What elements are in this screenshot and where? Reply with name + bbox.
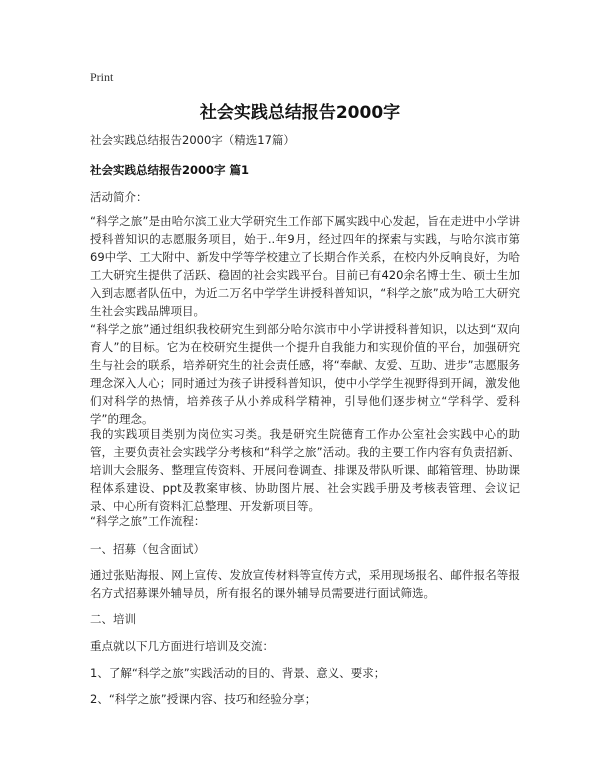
- paragraph-2: “科学之旅”通过组织我校研究生到部分哈尔滨市中小学讲授科普知识，以达到“双向育人”的目标。它为在校研究生提供一个提升自我能力和实现价值的平台，加强研究生与社会的联系，培养研究生的社会责任感，将“奉献、友爱、互助、进步”志愿服务理念深入人心；同时通过为孩子讲授科普知识，使中小学学生视野得到开阔，激发他们对科学的热情，培养孩子从小养成科学精神，引导他们逐步树立“学科学、爱科学”的理念。: [90, 322, 520, 426]
- step2-intro: 重点就以下几方面进行培训及交流：: [90, 639, 274, 653]
- step1-heading: 一、招募（包含面试）: [90, 542, 205, 556]
- paragraph-3: 我的实践项目类别为岗位实习类。我是研究生院德育工作办公室社会实践中心的助管，主要负责社会实践学分考核和“科学之旅”活动。我的主要工作内容有负责招新、培训大会服务、整理宣传资料、开展问卷调查、排课及带队听课、邮箱管理、协助课程体系建设、ppt及教案审核、协助图片展、社会实践手册及考核表管理、会议记录、中心所有资料汇总整理、开发新项目等。: [90, 427, 520, 513]
- print-link[interactable]: Print: [90, 70, 114, 84]
- intro-label: 活动简介：: [90, 190, 148, 204]
- list-item: 1、了解“科学之旅”实践活动的目的、背景、意义、要求；: [90, 666, 386, 680]
- document-subtitle: 社会实践总结报告2000字（精选17篇）: [90, 133, 295, 147]
- document-title: 社会实践总结报告2000字: [199, 103, 401, 123]
- list-item: 2、“科学之旅”授课内容、技巧和经验分享；: [90, 692, 317, 706]
- step2-heading: 二、培训: [90, 612, 136, 626]
- paragraph-1: “科学之旅”是由哈尔滨工业大学研究生工作部下属实践中心发起，旨在走进中小学讲授科普知识的志愿服务项目，始于..年9月，经过四年的探索与实践，与哈尔滨市第69中学、工大附中、新发中学等学校建立了长期合作关系，在校内外反响良好，为哈工大研究生提供了活跃、稳固的社会实践平台。目前已有420余名博士生、硕士生加入到志愿者队伍中，为近二万名中学学生讲授科普知识，“科学之旅”成为哈工大研究生社会实践品牌项目。: [90, 214, 520, 318]
- section-heading: 社会实践总结报告2000字 篇1: [90, 163, 250, 177]
- step1-text: 通过张贴海报、网上宣传、发放宣传材料等宣传方式，采用现场报名、邮件报名等报名方式招募课外辅导员，所有报名的课外辅导员需要进行面试筛选。: [90, 568, 520, 600]
- workflow-label: “科学之旅”工作流程：: [90, 514, 206, 528]
